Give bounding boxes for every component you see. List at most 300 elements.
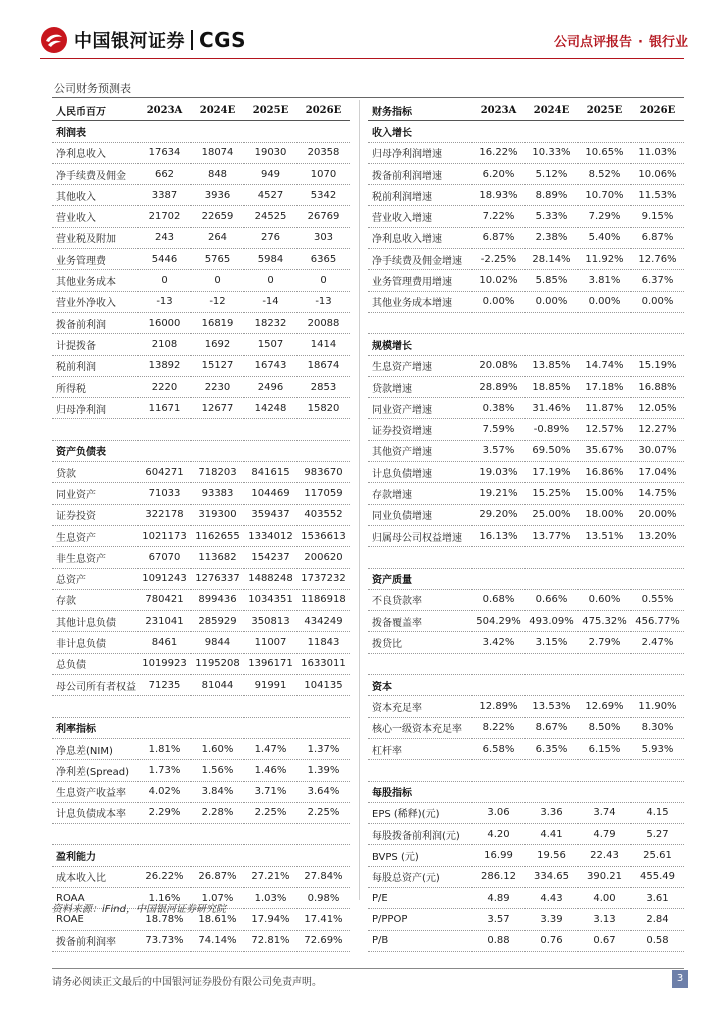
value-cell: 28.14% <box>525 249 578 270</box>
value-cell: 28.89% <box>472 376 525 397</box>
value-cell <box>525 675 578 696</box>
table-row <box>368 845 684 866</box>
spacer-row <box>52 824 350 845</box>
value-cell <box>631 760 684 781</box>
value-cell: 15.25% <box>525 483 578 504</box>
value-cell: 11.53% <box>631 185 684 206</box>
value-cell: 1692 <box>191 334 244 355</box>
value-cell: 493.09% <box>525 611 578 632</box>
table-row <box>368 738 684 759</box>
row-label: 总资产 <box>52 568 138 589</box>
value-cell <box>525 760 578 781</box>
value-cell <box>244 696 297 717</box>
value-cell: 5.40% <box>578 227 631 248</box>
value-cell: 14248 <box>244 398 297 419</box>
value-cell: 11843 <box>297 632 350 653</box>
row-label: 其他业务成本增速 <box>368 291 472 312</box>
value-cell <box>631 781 684 802</box>
section-header-row <box>368 121 684 142</box>
value-cell: 5342 <box>297 185 350 206</box>
value-cell: 1.81% <box>138 738 191 759</box>
section-header-row <box>368 675 684 696</box>
table-row <box>368 589 684 610</box>
value-cell: 154237 <box>244 547 297 568</box>
value-cell <box>244 121 297 142</box>
value-cell: 841615 <box>244 462 297 483</box>
row-label: 拨备前利润率 <box>52 930 138 951</box>
value-cell: 3.15% <box>525 632 578 653</box>
header-year-cell: 2024E <box>191 100 244 121</box>
value-cell <box>525 568 578 589</box>
value-cell: 7.59% <box>472 419 525 440</box>
value-cell: 12.57% <box>578 419 631 440</box>
value-cell: 390.21 <box>578 866 631 887</box>
value-cell: 6.35% <box>525 738 578 759</box>
row-label: 归母净利润 <box>52 398 138 419</box>
row-label: 营业税及附加 <box>52 227 138 248</box>
row-label <box>368 312 472 333</box>
value-cell: 5.33% <box>525 206 578 227</box>
row-label: EPS (稀释)(元) <box>368 802 472 823</box>
table-row <box>52 312 350 333</box>
table-row <box>52 653 350 674</box>
value-cell: 24525 <box>244 206 297 227</box>
row-label: 净利息收入增速 <box>368 227 472 248</box>
value-cell: 3.81% <box>578 270 631 291</box>
value-cell: 3.71% <box>244 781 297 802</box>
value-cell: 2853 <box>297 376 350 397</box>
value-cell: 1.56% <box>191 760 244 781</box>
value-cell: 359437 <box>244 504 297 525</box>
value-cell <box>138 696 191 717</box>
value-cell: 27.84% <box>297 866 350 887</box>
header-dot: · <box>638 35 643 50</box>
value-cell <box>138 717 191 738</box>
row-label: 税前利润 <box>52 355 138 376</box>
logo-separator <box>191 30 193 50</box>
value-cell <box>578 760 631 781</box>
row-label: 同业资产增速 <box>368 398 472 419</box>
value-cell: 7.22% <box>472 206 525 227</box>
row-label <box>52 696 138 717</box>
value-cell: 2220 <box>138 376 191 397</box>
row-label: 生息资产 <box>52 525 138 546</box>
value-cell: 10.33% <box>525 142 578 163</box>
value-cell: 3.39 <box>525 909 578 930</box>
value-cell: 3.06 <box>472 802 525 823</box>
table-row <box>368 462 684 483</box>
table-row <box>368 270 684 291</box>
section-header-row <box>52 845 350 866</box>
row-label: 归属母公司权益增速 <box>368 525 472 546</box>
value-cell: 604271 <box>138 462 191 483</box>
value-cell: -0.89% <box>525 419 578 440</box>
value-cell: 0.66% <box>525 589 578 610</box>
value-cell: 18.85% <box>525 376 578 397</box>
footer-disclaimer: 请务必阅读正文最后的中国银河证券股份有限公司免责声明。 <box>52 977 322 988</box>
value-cell: 334.65 <box>525 866 578 887</box>
value-cell: 1737232 <box>297 568 350 589</box>
header-label-cell: 财务指标 <box>368 100 472 121</box>
row-label: 生息资产收益率 <box>52 781 138 802</box>
value-cell: 1396171 <box>244 653 297 674</box>
value-cell: 26.22% <box>138 866 191 887</box>
value-cell: 1195208 <box>191 653 244 674</box>
value-cell: 35.67% <box>578 440 631 461</box>
row-label: 贷款增速 <box>368 376 472 397</box>
value-cell: 16.22% <box>472 142 525 163</box>
row-label <box>52 824 138 845</box>
value-cell: 113682 <box>191 547 244 568</box>
value-cell <box>191 419 244 440</box>
value-cell: 27.21% <box>244 866 297 887</box>
table-row <box>368 163 684 184</box>
value-cell: 6.15% <box>578 738 631 759</box>
row-label: 营业外净收入 <box>52 291 138 312</box>
value-cell: 0 <box>297 270 350 291</box>
value-cell: 19.21% <box>472 483 525 504</box>
table-row <box>368 696 684 717</box>
value-cell: 11.92% <box>578 249 631 270</box>
value-cell: 285929 <box>191 611 244 632</box>
header-year-cell: 2024E <box>525 100 578 121</box>
table-row <box>52 355 350 376</box>
column-divider <box>359 100 360 900</box>
table-row <box>52 547 350 568</box>
table-row <box>52 483 350 504</box>
row-label: ROAE <box>52 909 138 930</box>
value-cell: 2.84 <box>631 909 684 930</box>
report-category <box>554 31 688 50</box>
value-cell: 26.87% <box>191 866 244 887</box>
value-cell: -2.25% <box>472 249 525 270</box>
value-cell: 14.74% <box>578 355 631 376</box>
row-label: 其他业务成本 <box>52 270 138 291</box>
value-cell: 18232 <box>244 312 297 333</box>
table-row <box>52 611 350 632</box>
table-row <box>368 717 684 738</box>
value-cell <box>472 675 525 696</box>
header-label-cell: 人民币百万 <box>52 100 138 121</box>
value-cell: 1536613 <box>297 525 350 546</box>
value-cell: 17634 <box>138 142 191 163</box>
row-label: 净手续费及佣金增速 <box>368 249 472 270</box>
value-cell: 67070 <box>138 547 191 568</box>
row-label: 杠杆率 <box>368 738 472 759</box>
value-cell: 1034351 <box>244 589 297 610</box>
value-cell: 0.98% <box>297 887 350 908</box>
value-cell: 949 <box>244 163 297 184</box>
value-cell <box>191 121 244 142</box>
value-cell: 1019923 <box>138 653 191 674</box>
income-balance-table <box>52 100 350 952</box>
value-cell: 455.49 <box>631 866 684 887</box>
value-cell <box>191 440 244 461</box>
value-cell: 1.03% <box>244 887 297 908</box>
value-cell: 13.53% <box>525 696 578 717</box>
value-cell: 0 <box>244 270 297 291</box>
row-label: 其他收入 <box>52 185 138 206</box>
spacer-row <box>52 419 350 440</box>
value-cell: 4.43 <box>525 887 578 908</box>
value-cell: 73.73% <box>138 930 191 951</box>
section-title: 资产负债表 <box>52 440 138 461</box>
table-row <box>52 376 350 397</box>
value-cell: 9.15% <box>631 206 684 227</box>
value-cell: 0.55% <box>631 589 684 610</box>
value-cell: 0.38% <box>472 398 525 419</box>
table-row <box>52 930 350 951</box>
table-row <box>368 632 684 653</box>
value-cell: 0.60% <box>578 589 631 610</box>
value-cell <box>191 845 244 866</box>
table-row <box>368 398 684 419</box>
value-cell: 18074 <box>191 142 244 163</box>
value-cell: 14.75% <box>631 483 684 504</box>
value-cell: 117059 <box>297 483 350 504</box>
section-title: 规模增长 <box>368 334 472 355</box>
value-cell: 30.07% <box>631 440 684 461</box>
value-cell: 1.73% <box>138 760 191 781</box>
row-label: 营业收入增速 <box>368 206 472 227</box>
value-cell: 5984 <box>244 249 297 270</box>
row-label: 证券投资增速 <box>368 419 472 440</box>
section-header-row <box>52 717 350 738</box>
spacer-row <box>368 653 684 674</box>
value-cell: 5446 <box>138 249 191 270</box>
value-cell: 13.51% <box>578 525 631 546</box>
value-cell <box>631 653 684 674</box>
table-row <box>52 866 350 887</box>
row-label: 其他计息负债 <box>52 611 138 632</box>
value-cell: 662 <box>138 163 191 184</box>
value-cell: 1.16% <box>138 887 191 908</box>
value-cell: 5.12% <box>525 163 578 184</box>
value-cell: 7.29% <box>578 206 631 227</box>
value-cell: 5.27 <box>631 824 684 845</box>
company-logo <box>40 26 246 54</box>
logo-en-text: CGS <box>199 28 246 52</box>
value-cell <box>578 675 631 696</box>
table-row <box>368 866 684 887</box>
value-cell: 3.57 <box>472 909 525 930</box>
table-row <box>368 909 684 930</box>
value-cell: 11.90% <box>631 696 684 717</box>
table-row <box>52 760 350 781</box>
table-row <box>52 589 350 610</box>
value-cell: 2.47% <box>631 632 684 653</box>
row-label: 每股拨备前利润(元) <box>368 824 472 845</box>
value-cell: -14 <box>244 291 297 312</box>
section-title: 盈利能力 <box>52 845 138 866</box>
value-cell: 12.05% <box>631 398 684 419</box>
section-header-row <box>52 121 350 142</box>
value-cell <box>472 334 525 355</box>
value-cell: 2496 <box>244 376 297 397</box>
header-year-cell: 2025E <box>578 100 631 121</box>
value-cell: 0.00% <box>631 291 684 312</box>
value-cell <box>525 547 578 568</box>
value-cell <box>578 568 631 589</box>
value-cell: 3.13 <box>578 909 631 930</box>
value-cell: 2.25% <box>244 802 297 823</box>
row-label: 净利差(Spread) <box>52 760 138 781</box>
report-type: 公司点评报告 <box>554 35 633 50</box>
value-cell: 434249 <box>297 611 350 632</box>
row-label: 同业资产 <box>52 483 138 504</box>
value-cell: 4527 <box>244 185 297 206</box>
value-cell <box>578 334 631 355</box>
value-cell <box>472 121 525 142</box>
table-row <box>368 185 684 206</box>
value-cell: 17.41% <box>297 909 350 930</box>
header-year-cell: 2026E <box>297 100 350 121</box>
value-cell <box>138 440 191 461</box>
value-cell: 72.81% <box>244 930 297 951</box>
value-cell: 16819 <box>191 312 244 333</box>
row-label: 成本收入比 <box>52 866 138 887</box>
table-row <box>368 930 684 951</box>
spacer-row <box>368 312 684 333</box>
value-cell: 1091243 <box>138 568 191 589</box>
value-cell <box>631 121 684 142</box>
row-label: 存款增速 <box>368 483 472 504</box>
section-title: 每股指标 <box>368 781 472 802</box>
value-cell: 4.89 <box>472 887 525 908</box>
value-cell: 74.14% <box>191 930 244 951</box>
value-cell: 2230 <box>191 376 244 397</box>
value-cell: 4.79 <box>578 824 631 845</box>
page-number: 3 <box>672 970 688 988</box>
logo-cn-text: 中国银河证券 <box>74 31 185 52</box>
value-cell: 19.03% <box>472 462 525 483</box>
table-row <box>368 142 684 163</box>
row-label: 营业收入 <box>52 206 138 227</box>
row-label: ROAA <box>52 887 138 908</box>
row-label: 净手续费及佣金 <box>52 163 138 184</box>
value-cell: 26769 <box>297 206 350 227</box>
value-cell: 13.85% <box>525 355 578 376</box>
value-cell: 16743 <box>244 355 297 376</box>
page-header <box>0 0 724 60</box>
value-cell: 18.61% <box>191 909 244 930</box>
value-cell: -13 <box>138 291 191 312</box>
table-row <box>52 270 350 291</box>
row-label: 每股总资产(元) <box>368 866 472 887</box>
value-cell <box>631 568 684 589</box>
value-cell <box>244 440 297 461</box>
value-cell: 18.93% <box>472 185 525 206</box>
value-cell <box>138 121 191 142</box>
value-cell <box>525 121 578 142</box>
value-cell: 71235 <box>138 675 191 696</box>
header-year-cell: 2023A <box>138 100 191 121</box>
table-row <box>368 419 684 440</box>
table-title: 公司财务预测表 <box>54 82 131 95</box>
value-cell: 1488248 <box>244 568 297 589</box>
value-cell <box>631 675 684 696</box>
table-row <box>368 249 684 270</box>
footer-rule <box>52 968 684 969</box>
value-cell: 983670 <box>297 462 350 483</box>
value-cell: 10.65% <box>578 142 631 163</box>
header-year-cell: 2023A <box>472 100 525 121</box>
value-cell: 16.88% <box>631 376 684 397</box>
table-row <box>52 291 350 312</box>
section-title: 收入增长 <box>368 121 472 142</box>
section-header-row <box>52 440 350 461</box>
value-cell: 1.47% <box>244 738 297 759</box>
value-cell: 8.50% <box>578 717 631 738</box>
value-cell: 8.67% <box>525 717 578 738</box>
value-cell: 4.15 <box>631 802 684 823</box>
value-cell: 2108 <box>138 334 191 355</box>
row-label: 净利息收入 <box>52 142 138 163</box>
value-cell <box>297 440 350 461</box>
value-cell: 3387 <box>138 185 191 206</box>
table-row <box>52 163 350 184</box>
value-cell: 104469 <box>244 483 297 504</box>
row-label: 业务管理费 <box>52 249 138 270</box>
value-cell: 780421 <box>138 589 191 610</box>
value-cell <box>578 653 631 674</box>
value-cell <box>191 696 244 717</box>
value-cell: 403552 <box>297 504 350 525</box>
table-row <box>52 398 350 419</box>
value-cell <box>525 334 578 355</box>
value-cell: 243 <box>138 227 191 248</box>
row-label: P/B <box>368 930 472 951</box>
value-cell: 31.46% <box>525 398 578 419</box>
value-cell <box>472 760 525 781</box>
value-cell: 2.29% <box>138 802 191 823</box>
table-row <box>368 227 684 248</box>
table-row <box>368 611 684 632</box>
value-cell <box>578 547 631 568</box>
value-cell: 4.00 <box>578 887 631 908</box>
row-label <box>368 760 472 781</box>
value-cell: 4.41 <box>525 824 578 845</box>
value-cell: 8461 <box>138 632 191 653</box>
row-label: 业务管理费用增速 <box>368 270 472 291</box>
table-row <box>368 504 684 525</box>
value-cell <box>472 568 525 589</box>
value-cell: 21702 <box>138 206 191 227</box>
row-label: 计提拨备 <box>52 334 138 355</box>
row-label: 生息资产增速 <box>368 355 472 376</box>
value-cell: 71033 <box>138 483 191 504</box>
header-year-cell: 2025E <box>244 100 297 121</box>
value-cell: 4.02% <box>138 781 191 802</box>
value-cell: 29.20% <box>472 504 525 525</box>
value-cell <box>297 717 350 738</box>
value-cell: 20358 <box>297 142 350 163</box>
value-cell: 11007 <box>244 632 297 653</box>
table-row <box>52 781 350 802</box>
value-cell: 18.00% <box>578 504 631 525</box>
value-cell: 1.39% <box>297 760 350 781</box>
value-cell: 16.86% <box>578 462 631 483</box>
row-label: 拨备覆盖率 <box>368 611 472 632</box>
row-label: 总负债 <box>52 653 138 674</box>
value-cell: 104135 <box>297 675 350 696</box>
value-cell <box>525 781 578 802</box>
value-cell: 15820 <box>297 398 350 419</box>
value-cell: 12.69% <box>578 696 631 717</box>
value-cell <box>138 419 191 440</box>
value-cell <box>472 781 525 802</box>
table-row <box>368 483 684 504</box>
